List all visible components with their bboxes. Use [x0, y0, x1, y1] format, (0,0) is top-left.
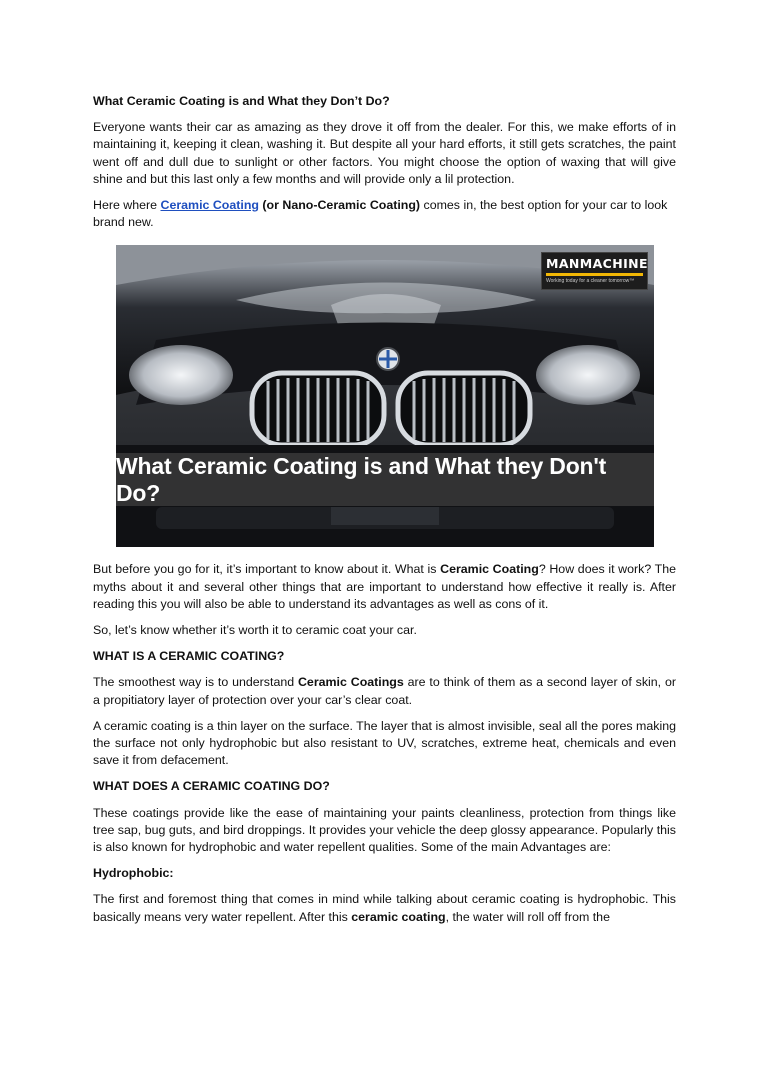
- first-paragraph: The first and foremost thing that comes in mind while talking about ceramic coating is hydrophobic. This basically means very water repellent. After this ceramic coating, the water will roll off from the: [93, 892, 676, 924]
- banner-text: What Ceramic Coating is and What they Don't Do?: [116, 452, 607, 506]
- smooth-paragraph: The smoothest way is to understand Ceramic Coatings are to think of them as a second layer of skin, or a propitiatory layer of protection over your car’s clear coat.: [93, 675, 676, 707]
- provide-paragraph: These coatings provide like the ease of maintaining your paints cleanliness, protection from things like tree sap, bug guts, and bird droppings. It provides your vehicle the deep glossy appearance. Popularly this is also known for hydrophobic and water repellent qualities. Some of the main Advantages are:: [93, 805, 676, 855]
- here-paragraph: Here where Ceramic Coating (or Nano-Ceramic Coating) comes in, the best option for your car to look brand new.: [93, 198, 668, 230]
- brand-tagline: Working today for a cleaner tomorrow™: [546, 278, 635, 285]
- left-headlight: [129, 345, 233, 405]
- brand-name: MANMACHINE: [546, 256, 648, 272]
- so-paragraph: So, let’s know whether it’s worth it to ceramic coat your car.: [93, 623, 417, 638]
- car-hero-image: [116, 245, 654, 547]
- brand-accent-bar: [546, 273, 643, 276]
- right-headlight: [536, 345, 640, 405]
- intro-paragraph: Everyone wants their car as amazing as they drove it off from the dealer. For this, we make efforts of in maintaining it, keeping it clean, washing it. But despite all your hard efforts, it still gets scratches, the paint went off and dull due to sunlight or other factors. You might choose the option of waxing that will give shine and but this last only a few months and will provide only a lil protection.: [93, 120, 676, 186]
- heading-what-does: WHAT DOES A CERAMIC COATING DO?: [93, 779, 330, 794]
- thin-layer-paragraph: A ceramic coating is a thin layer on the surface. The layer that is almost invisible, seal all the pores making the surface not only hydrophobic but also resistant to UV, scratches, extreme heat, chemicals and even save it from defacement.: [93, 718, 676, 768]
- ceramic-coating-link[interactable]: Ceramic Coating: [160, 198, 259, 213]
- heading-hydrophobic: Hydrophobic:: [93, 866, 174, 881]
- brand-logo: [541, 252, 648, 290]
- before-paragraph: But before you go for it, it’s important to know about it. What is Ceramic Coating? How does it work? The myths about it and several other things that are important to understand how effective it really is. After reading this you will also be able to understand its advantages as well as cons of it.: [93, 562, 677, 611]
- heading-what-is: WHAT IS A CERAMIC COATING?: [93, 649, 285, 664]
- article-title: What Ceramic Coating is and What they Don’t Do?: [93, 94, 390, 108]
- image-caption-banner: [116, 453, 654, 506]
